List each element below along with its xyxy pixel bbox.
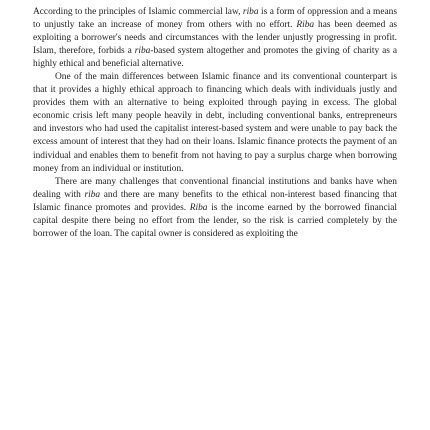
italic-term: Riba bbox=[296, 20, 315, 31]
text-run: -based system altogether and promotes the giving of charity as a highly ethical and beneficial alternative. bbox=[33, 46, 397, 70]
paragraph-riba-definition bbox=[33, 6, 397, 71]
paragraph-challenges bbox=[33, 176, 397, 241]
text-run: has been deemed as exploiting a borrower's needs and circumstances with the lender unjustly progressing in profit. Islam, therefore, forbids a bbox=[33, 20, 398, 57]
italic-term: riba bbox=[84, 189, 101, 200]
text-run: One of the main differences between Islamic finance and its conventional counterpart is that it provides a highly ethical approach to financing which deals with individuals justly and provides them with an alternative to being exploited through paying in excess. The global economic crisis left many people heavily in debt, including conventional banks, entrepreneurs and investors who had used the capitalist interest-based system and were unable to pay back the excess amount of interest that they had on their loans. Islamic finance protects the payment of an individual and enables them to benefit from not having to pay a surplus charge when borrowing money from an individual or institution. bbox=[33, 72, 397, 174]
italic-term: Riba bbox=[189, 202, 208, 213]
text-run: is the income earned by the borrowed financial capital despite there being no effort from the lender, so the risk is carried completely by the borrower of the loan. The capital owner is considered as exploiting the bbox=[33, 202, 397, 239]
italic-term: riba bbox=[134, 46, 151, 57]
text-run: is a form of oppression and a means to unjustly take an increase of money from others with no effort. bbox=[33, 7, 397, 31]
paragraph-islamic-vs-conventional bbox=[33, 71, 397, 175]
document-page bbox=[33, 6, 397, 241]
italic-term: riba bbox=[242, 7, 259, 17]
text-run: and there are many benefits to the ethical non-interest based financing that Islamic finance promotes and provides. bbox=[33, 189, 397, 213]
text-run: There are many challenges that conventional financial institutions and banks have when dealing with bbox=[33, 176, 397, 200]
text-run: According to the principles of Islamic commercial law, bbox=[33, 7, 243, 17]
